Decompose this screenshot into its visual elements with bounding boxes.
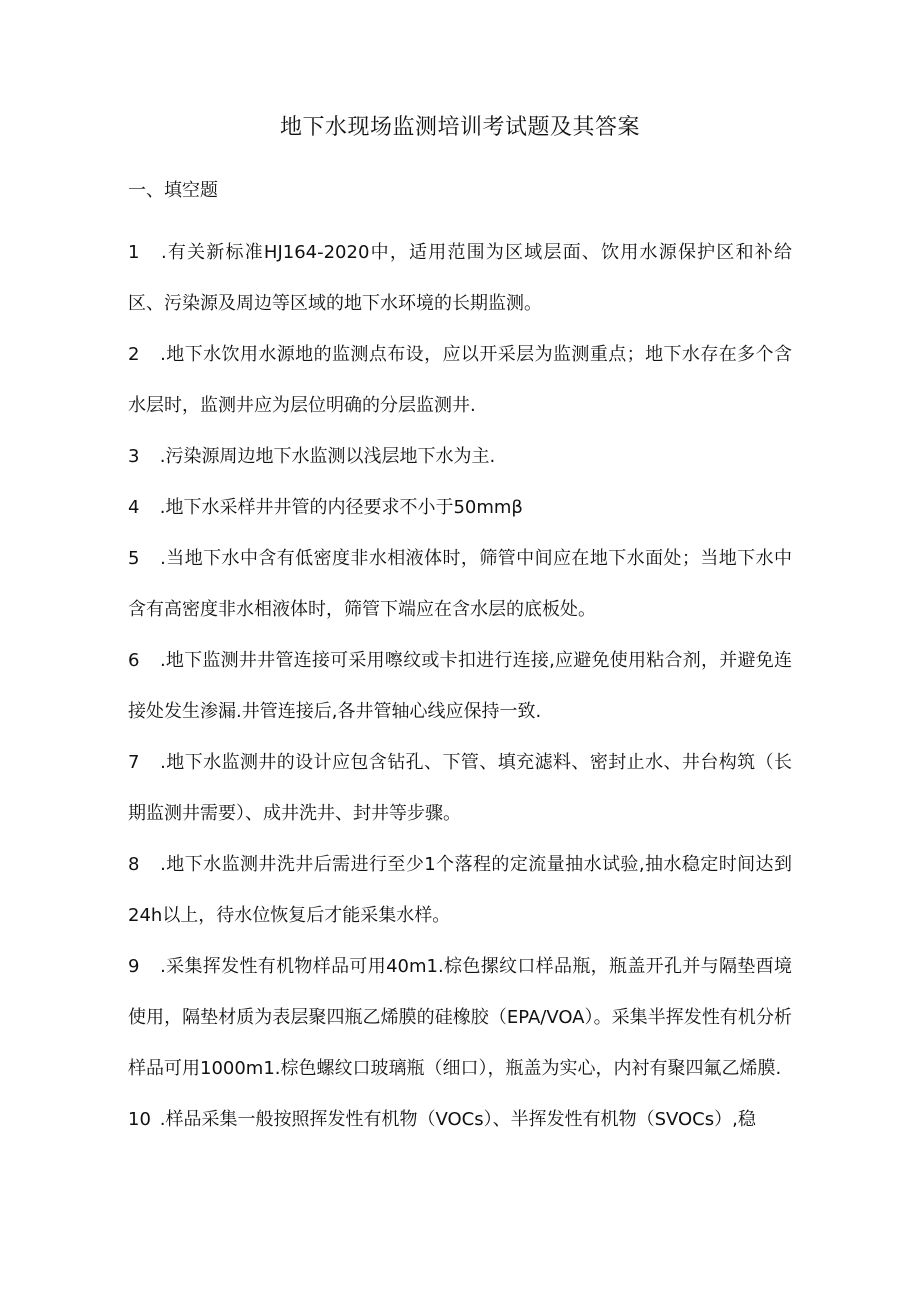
list-item [128, 431, 792, 482]
list-item [128, 533, 792, 635]
question-list [128, 227, 792, 1145]
list-item [128, 1094, 792, 1145]
item-number: 5 [128, 548, 140, 569]
item-number: 4 [128, 497, 140, 518]
list-item [128, 737, 792, 839]
item-number: 3 [128, 446, 140, 467]
item-text: .污染源周边地下水监测以浅层地下水为主. [159, 446, 496, 467]
item-text: .地下水饮用水源地的监测点布设，应以开采层为监测重点；地下水存在多个含水层时，监测井应为层位明确的分层监测井. [128, 344, 792, 416]
item-text: .采集挥发性有机物样品可用40m1.棕色摞纹口样品瓶，瓶盖开孔并与隔垫酉境使用，隔垫材质为表层聚四瓶乙烯膜的硅橡胶（EPA/VOA）。采集半挥发性有机分析样品可用1000m1.棕色螺纹口玻璃瓶（细口），瓶盖为实心，内衬有聚四氟乙烯膜. [128, 956, 792, 1079]
item-number: 9 [128, 956, 140, 977]
item-text: .地下水采样井井管的内径要求不小于50mmβ [159, 497, 523, 518]
list-item [128, 482, 792, 533]
item-number: 8 [128, 854, 140, 875]
list-item [128, 329, 792, 431]
list-item [128, 941, 792, 1094]
item-text: .样品采集一般按照挥发性有机物（VOCs）、半挥发性有机物（SVOCs）,稳 [159, 1109, 756, 1130]
item-number: 1 [128, 242, 140, 263]
section-heading: 一、填空题 [128, 180, 218, 201]
item-text: .地下水监测井的设计应包含钻孔、下管、填充滤料、密封止水、井台构筑（长期监测井需要）、成井洗井、封井等步骤。 [128, 752, 792, 824]
list-item [128, 635, 792, 737]
item-number: 2 [128, 344, 140, 365]
item-text: .地下监测井井管连接可采用嚓纹或卡扣进行连接,应避免使用粘合剂，并避免连接处发生渗漏.井管连接后,各井管轴心线应保持一致. [128, 650, 792, 722]
list-item [128, 227, 792, 329]
item-number: 6 [128, 650, 140, 671]
item-text: .有关新标准HJ164-2020中，适用范围为区域层面、饮用水源保护区和补给区、污染源及周边等区域的地下水环境的长期监测。 [128, 242, 792, 314]
item-text: .当地下水中含有低密度非水相液体时，筛管中间应在地下水面处；当地下水中含有高密度非水相液体时，筛管下端应在含水层的底板处。 [128, 548, 792, 620]
item-number: 7 [128, 752, 140, 773]
list-item [128, 839, 792, 941]
item-text: .地下水监测井洗井后需进行至少1个落程的定流量抽水试验,抽水稳定时间达到24h以上，待水位恢复后才能采集水样。 [128, 854, 792, 926]
document-title: 地下水现场监测培训考试题及其答案 [279, 115, 640, 140]
item-number: 10 [128, 1109, 151, 1130]
